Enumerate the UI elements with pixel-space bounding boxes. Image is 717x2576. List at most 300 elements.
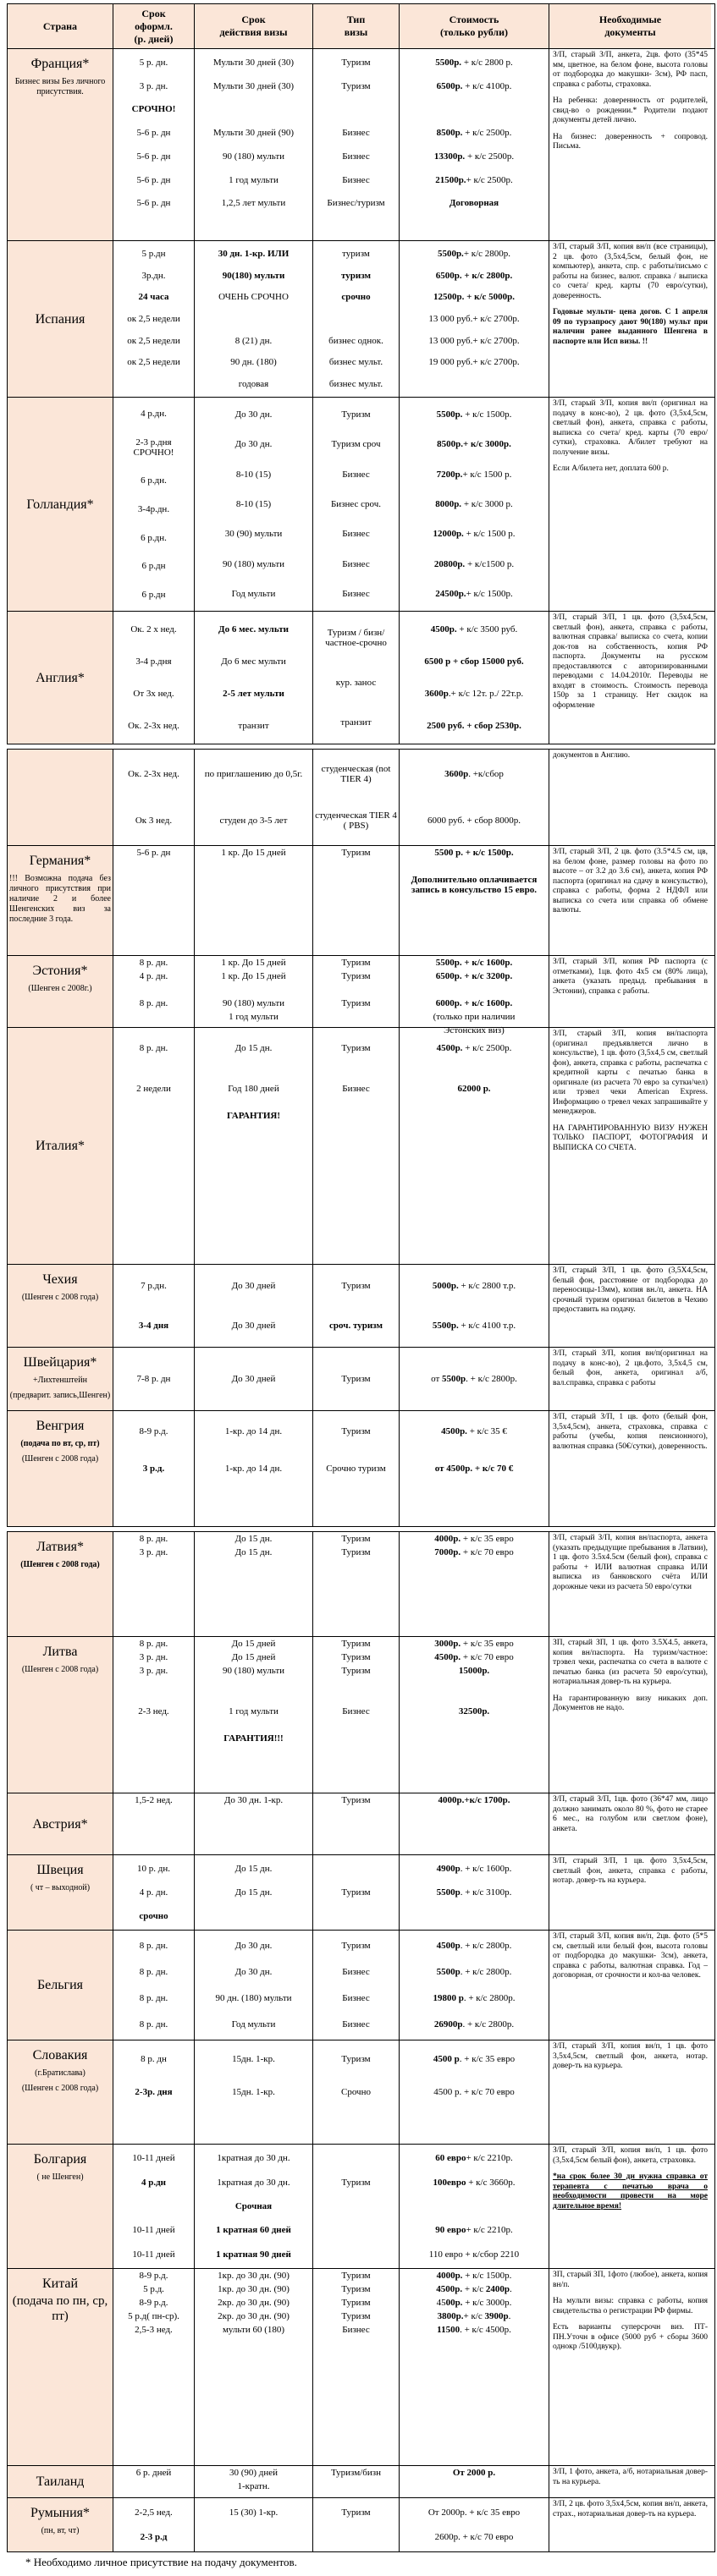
line-bold-text: 3600р (424, 689, 449, 699)
cell-line: 3 р.д. (142, 1464, 165, 1474)
cell-line: 13 000 руб.+ к/с 2700р. (428, 313, 520, 324)
cell-line: 15000р. (458, 1666, 490, 1676)
documents-cell (549, 49, 711, 240)
cell-line: 90 (180) мульти (222, 998, 285, 1008)
line-text: . + к/с 2800р. (460, 1966, 512, 1977)
country-name: Бельгия (36, 1978, 84, 1992)
cell-line: 8 р. дн (141, 2053, 167, 2064)
country-cell (8, 241, 113, 397)
cell-line: Бизнес (342, 1993, 370, 2004)
cell-line: 2-3 р.дня СРОЧНО! (133, 437, 174, 458)
line-bold-text: 3000р. (434, 1639, 461, 1649)
cell-line (401, 1057, 547, 1067)
type-cell (313, 1793, 400, 1854)
cell-line: СРОЧНО! (131, 104, 176, 115)
line-bold-text: 12000р. (433, 529, 464, 540)
table-row (7, 749, 715, 846)
cell-line (115, 1733, 192, 1744)
valid-cell (195, 612, 313, 744)
header-cell-3: Тип визы (313, 4, 400, 48)
line-bold-text: 7200р. (436, 469, 463, 480)
cell-line (401, 2178, 547, 2188)
cell-line: 110 евро + к/сбор 2210 (428, 2249, 520, 2260)
type-cell (313, 1637, 400, 1793)
type-cell (313, 612, 400, 744)
term-cell (113, 1532, 195, 1636)
table-row (7, 1411, 715, 1527)
cell-line: 6500р. + к/с 2800р. (435, 270, 513, 281)
cell-line (401, 1941, 547, 1951)
documents-paragraph: *на срок более 30 дн нужна справка от терапевта с печатью врача о необходимости провести на море длительное время! (553, 2172, 708, 2211)
cell-line: До 30 дн. 1-кр. (223, 1795, 284, 1805)
cell-line: Бизнес сроч. (330, 498, 382, 509)
cell-line (401, 104, 547, 114)
cell-line: 19 000 руб.+ к/с 2700р. (428, 357, 520, 368)
cell-line (315, 1151, 397, 1162)
cell-line: Срочная (234, 2200, 273, 2211)
cell-line: 3-4 дня (138, 1320, 169, 1331)
cell-line: Туризм (341, 1887, 371, 1898)
cell-line (401, 2325, 547, 2335)
cell-line: Туризм (341, 1281, 371, 1292)
cell-line (401, 1652, 547, 1662)
cell-line: 8 р. дн. (139, 1639, 168, 1649)
cell-line: 1кр. до 30 дн. (90) (218, 2284, 290, 2294)
cell-line (401, 1639, 547, 1649)
cell-line: 1-кр. до 14 дн. (224, 1426, 283, 1436)
cell-line: До 30 дней (231, 1281, 276, 1292)
cell-line (196, 1501, 311, 1511)
cell-line (315, 985, 397, 995)
line-bold-text: 5000р. (432, 1281, 459, 1292)
documents-cell (549, 1265, 711, 1347)
documents-paragraph: З/П, старый З/П, копия вн/п, 2цв. фото (5*5 см, светлый или белый фон, высота головы от подбородка до макушки- 3см), анкета, справка с работы, валютная справка. Год – договорная, от срочности и кол-ва человек. (553, 1932, 708, 1980)
cell-line: 5 р. дн. (139, 57, 168, 68)
cell-line: До 15 дней (231, 1652, 276, 1662)
line-bold-text: 5500р. (437, 248, 464, 259)
cell-line: 3 р. дн. (139, 80, 168, 91)
cell-line: До 15 дн. (234, 1864, 273, 1874)
documents-paragraph: Годовые мульти- цена догов. С 1 апреля 09 по турзапросу дают 90(180) мульт при наличии ранее выданного Шенгена в паспорте или Исп визы. !! (553, 308, 708, 346)
line-text: + к/с 70 евро (461, 1652, 514, 1662)
documents-paragraph: НА ГАРАНТИРОВАННУЮ ВИЗУ НУЖЕН ТОЛЬКО ПАСПОРТ, ФОТОГРАФИЯ И ВЫПИСКА СО СЧЕТА. (553, 1123, 708, 1152)
cell-line: 8-10 (15) (235, 498, 272, 509)
price-cell (400, 1411, 549, 1526)
country-cell (8, 1265, 113, 1347)
term-cell (113, 2466, 195, 2497)
country-cell (8, 49, 113, 240)
cell-line: Бизнес (342, 558, 370, 569)
cell-line: 1 год мульти (229, 1706, 279, 1716)
cell-line (401, 379, 547, 389)
cell-line: 1 кр. До 15 дней (221, 848, 286, 858)
cell-line: 8 р. дн. (139, 2019, 168, 2030)
cell-line: Бизнес (342, 529, 370, 540)
cell-line: Бизнес (342, 469, 370, 480)
cell-line (115, 1178, 192, 1189)
term-cell (113, 1265, 195, 1347)
cell-line: Туризм (341, 409, 371, 420)
cell-line: 8 р. дн. (139, 1940, 168, 1951)
country-name: Эстония* (32, 964, 88, 978)
cell-line: Туризм (341, 1795, 371, 1805)
documents-paragraph: З/П, старый З/П, 2 цв. фото (3.5*4.5 см, цв, на белом фоне, размер головы на фото по высоте – от 3.2 до 3.6 см), анкета, копия РФ паспорта (оригинал на сдачу в консульство), справка с работы, форма 2 НДФЛ или выписка со счета или справка об обмене валюты. (553, 848, 708, 915)
cell-line: От 2000 р. (452, 2468, 496, 2478)
country-note: ( чт – выходной) (30, 1883, 91, 1892)
cell-line: 1кр. до 30 дн. (90) (218, 2271, 290, 2281)
table-row (7, 2466, 715, 2498)
term-cell (113, 2498, 195, 2551)
cell-line: 6 р.дн (141, 561, 166, 572)
price-cell (400, 2498, 549, 2551)
term-cell (113, 1855, 195, 1930)
cell-line: ок 2,5 недели (127, 357, 180, 368)
line-text: . + к/с 2800р. (466, 1374, 517, 1384)
documents-cell (549, 2145, 711, 2268)
valid-cell (195, 1793, 313, 1854)
cell-line (115, 222, 192, 232)
country-cell (8, 1411, 113, 1526)
cell-line: транзит (238, 721, 269, 731)
country-name: Китай (41, 2277, 79, 2291)
cell-line: Туризм (341, 1940, 371, 1951)
line-text: + к/с 35 евро (461, 1639, 514, 1649)
cell-line (315, 222, 397, 232)
documents-paragraph: З/П, старый З/П, копия вн/п (все страницы), 2 цв. фото (3,5х4,5см, белый фон, не компьютер), анкета, спр. с работы/письмо с работы на бизнес, валют. справка / выписка со счета/ кред. карты (70 евро/сутки), доверенность. (553, 243, 708, 300)
cell-line (401, 2225, 547, 2235)
cell-line: 5-6 р. дн (136, 174, 171, 185)
type-cell (313, 1265, 400, 1347)
cell-line (401, 249, 547, 259)
cell-line: Мульти 30 дней (30) (212, 80, 295, 91)
cell-line: Год мульти (231, 589, 276, 600)
cell-line: 4 р.дн (141, 2177, 167, 2188)
cell-line: 6000р. + к/с 1600р. (435, 998, 513, 1008)
term-cell (113, 1348, 195, 1410)
table-row (7, 1637, 715, 1793)
cell-line (315, 1138, 397, 1148)
cell-line (115, 985, 192, 995)
line-bold-text: 5500р. (436, 409, 463, 420)
table-row (7, 612, 715, 744)
cell-line: 15дн. 1-кр. (232, 2086, 275, 2097)
term-cell (113, 612, 195, 744)
documents-paragraph: З/П, старый З/П, 1 цв. фото (3,5х4,5см, светлый фон), анкета, справка с работы, валютная справка/ выписка со счета, копии док-тов на собственность, копия РФ паспорта. Документы на русском предоставляются с авторизированными переводами с 14.04.2010г. Переводы не входят в стоимость. Стоимость перевода 150р за 1 страницу. Нет скидок на оформление (553, 613, 708, 710)
line-text: + к/с 1500р. (462, 409, 512, 420)
line-bold-text: 21500р. (435, 174, 466, 185)
line-text: . + к/с 2800р. (463, 1993, 516, 2004)
line-text: + к/с 2800 т.р. (458, 1281, 516, 1292)
valid-cell (195, 2269, 313, 2465)
cell-line: 5-6 р. дн (136, 128, 171, 139)
valid-cell (195, 750, 313, 845)
cell-line (401, 769, 547, 779)
type-cell (313, 1028, 400, 1264)
line-text: 45 (436, 2298, 446, 2308)
valid-cell (195, 1637, 313, 1793)
cell-line: Эстонских виз) (444, 1025, 505, 1035)
cell-line: 5500р. + к/с 1600р. (435, 958, 513, 968)
type-cell (313, 846, 400, 955)
cell-line: 90(180) мульти (222, 270, 285, 281)
cell-line (115, 1097, 192, 1107)
line-text: . (508, 2311, 511, 2321)
cell-line (115, 1693, 192, 1703)
line-bold-text: 4500р. (430, 624, 457, 634)
line-text: + к/с 35 € (466, 1426, 507, 1436)
cell-line (115, 1030, 192, 1040)
line-bold-text: 4500р. (441, 1426, 467, 1436)
country-cell (8, 2269, 113, 2465)
cell-line (401, 529, 547, 539)
cell-line: 3-4р.дн. (137, 503, 170, 514)
valid-cell (195, 398, 313, 611)
cell-line: 32500р. (458, 1706, 490, 1716)
type-cell (313, 956, 400, 1027)
cell-line: ГАРАНТИЯ!!! (223, 1733, 284, 1744)
line-text: + к/с 1500р. (462, 2271, 512, 2281)
line-text: + к/с 3000 р. (461, 498, 513, 509)
cell-line: До 15 дн. (234, 1534, 273, 1544)
term-cell (113, 398, 195, 611)
valid-cell (195, 846, 313, 955)
country-note: (Шенген с 2008 года) (21, 1293, 99, 1302)
country-name: Австрия* (32, 1816, 88, 1832)
line-text: + к/с 2210р. (466, 2225, 513, 2236)
cell-line: 4 р.дн. (141, 408, 167, 419)
line-bold-text: 8000р. (435, 498, 462, 509)
cell-line: Бизнес (342, 128, 370, 139)
price-cell (400, 1793, 549, 1854)
table-row (7, 2145, 715, 2269)
line-text: + к/с 3660р. (466, 2177, 516, 2188)
cell-line (315, 1124, 397, 1134)
cell-line: Срочно туризм (326, 1464, 386, 1474)
cell-line: 1 кратная 90 дней (216, 2249, 291, 2260)
cell-line: срочно (341, 292, 371, 303)
country-note: (подача по пн, ср, пт) (12, 2294, 108, 2323)
cell-line (196, 314, 311, 324)
cell-line: 8-9 р.д. (139, 2271, 168, 2281)
documents-paragraph: З/П, старый З/П, копия РФ паспорта (с отметками), 1цв. фото 4х5 см (80% лица), анкета (указать предыд. пребывания в Эстонии), справка с работы. (553, 958, 708, 996)
cell-line (315, 1178, 397, 1189)
cell-line (115, 1679, 192, 1689)
line-bold-text: 8500р. (436, 128, 463, 139)
line-text: + к/с 2500р. (462, 128, 512, 139)
country-name: Швейцария* (23, 1355, 97, 1370)
cell-line: студенческая (not TIER 4) (321, 764, 391, 785)
header-cell-0: Страна (8, 4, 113, 48)
cell-line: 2-3 нед. (138, 1706, 169, 1716)
cell-line (401, 409, 547, 420)
line-text: . +к/сбор (468, 769, 504, 780)
cell-line: 4 р. дн. (139, 971, 168, 981)
cell-line (401, 1374, 547, 1384)
table-row (7, 241, 715, 398)
cell-line: Туризм (341, 57, 371, 68)
country-cell (8, 750, 113, 845)
country-cell (8, 1855, 113, 1930)
documents-paragraph: Если А/билета нет, доплата 600 р. (553, 464, 669, 473)
line-text: + к/с 1500 р. (463, 529, 516, 540)
cell-line: 2,5-3 нед. (135, 2325, 173, 2335)
line-bold-text: 4500р. (436, 1043, 463, 1053)
cell-line: 10-11 дней (132, 2249, 175, 2260)
country-cell (8, 2498, 113, 2551)
cell-line (196, 1030, 311, 1040)
cell-line: Ок. 2-3х нед. (128, 721, 179, 731)
line-bold-text: 13300р. (433, 151, 466, 162)
line-bold-text: 6500р. (436, 80, 463, 91)
type-cell (313, 1931, 400, 2040)
cell-line (401, 2019, 547, 2029)
cell-line (401, 175, 547, 185)
country-name: Словакия (32, 2048, 88, 2062)
cell-line: Бизнес (342, 1084, 370, 1094)
cell-line: До 6 мес мульти (221, 656, 286, 667)
documents-paragraph: На ребенка: доверенность от родителей, свид-во о рождении.* Родители подают документы детей лично. (553, 96, 708, 124)
price-cell (400, 1265, 549, 1347)
cell-line: 30 дн. 1-кр. ИЛИ (218, 248, 290, 259)
line-text: .+ к/с 12т. р./ 22т.р. (448, 689, 524, 699)
cell-line: 3-4 р.дня (135, 656, 172, 667)
country-note: (Шенген с 2008 года) (21, 1454, 99, 1464)
cell-line (196, 1057, 311, 1067)
cell-line: Туризм (341, 2271, 371, 2281)
valid-cell (195, 1411, 313, 1526)
term-cell (113, 49, 195, 240)
line-text: + к/с 2800р. (463, 248, 511, 259)
cell-line: ОЧЕНЬ СРОЧНО (218, 292, 289, 303)
type-cell (313, 1532, 400, 1636)
line-bold-text: 11500 (437, 2325, 461, 2335)
cell-line (401, 689, 547, 699)
line-bold-text: 24500р. (435, 589, 466, 600)
line-text: . + к/с 4500р. (460, 2325, 511, 2335)
cell-line: 4 р. дн. (139, 1887, 168, 1898)
valid-cell (195, 1855, 313, 1930)
line-text: + к/с1500 р. (465, 558, 515, 569)
country-name: Франция* (30, 57, 90, 71)
documents-cell (549, 1348, 711, 1410)
table-header (7, 3, 715, 49)
documents-cell (549, 2040, 711, 2144)
cell-line: 8 р. дн. (139, 1534, 168, 1544)
cell-line: 1кратная до 30 дн. (217, 2177, 290, 2188)
cell-line: 1 кратная 60 дней (216, 2225, 291, 2236)
term-cell (113, 241, 195, 397)
type-cell (313, 1348, 400, 1410)
cell-line (196, 1178, 311, 1189)
documents-cell (549, 2498, 711, 2551)
cell-line (401, 1151, 547, 1162)
cell-line: Год 180 дней (228, 1084, 279, 1094)
cell-line: Туризм (341, 2507, 371, 2518)
cell-line: До 30 дн. (234, 409, 273, 420)
cell-line: До 6 мес. мульти (218, 624, 289, 634)
cell-line (401, 2201, 547, 2211)
line-text: + к/с 2500р. (465, 151, 515, 162)
cell-line: 1-кратн. (237, 2481, 270, 2491)
cell-line (315, 1111, 397, 1121)
cell-line: 6 р.дн. (141, 532, 167, 543)
country-name: Болгария (33, 2152, 87, 2167)
country-name: Таиланд (36, 2474, 85, 2489)
cell-line: Срочно (341, 2086, 371, 2097)
cell-line (196, 1693, 311, 1703)
line-text: + к/с 3000р. (462, 2298, 512, 2308)
cell-line: 30 (90) дней (229, 2468, 279, 2478)
cell-line: До 30 дн. (234, 439, 273, 450)
type-cell (313, 1855, 400, 1930)
cell-line: 1 год мульти (229, 1012, 279, 1022)
cell-line: 10-11 дней (132, 2225, 175, 2236)
term-cell (113, 1793, 195, 1854)
price-cell (400, 1532, 549, 1636)
cell-line: Бизнес (342, 151, 370, 162)
cell-line (401, 1321, 547, 1331)
cell-line: 5-6 р. дн (136, 848, 171, 858)
documents-paragraph: З/П, старый З/П, 1 цв. фото (3,5Х4,5см, белый фон, расстояние от подбородка до переносицы-13мм), копия вн./п, анкета. НА срочный туризм оригинал билетов в Чехию предоставить на подачу. (553, 1266, 708, 1314)
cell-line: 8 р. дн. (139, 1966, 168, 1977)
country-name: Швеция (36, 1863, 84, 1877)
cell-line: 8 р. дн. (139, 998, 168, 1008)
price-cell (400, 2040, 549, 2144)
cell-line (401, 1864, 547, 1874)
header-cell-1: Срок оформл. (р. дней) (113, 4, 195, 48)
cell-line: Год мульти (231, 2019, 276, 2030)
country-name: Германия* (29, 854, 91, 868)
type-cell (313, 2498, 400, 2551)
price-cell (400, 2145, 549, 2268)
line-text: . + к/с 1600р. (460, 1864, 512, 1874)
cell-line: 4000р.+к/с 1700р. (438, 1795, 510, 1805)
cell-line: Мульти 30 дней (30) (212, 57, 295, 68)
cell-line: 8-9 р.д. (139, 2298, 168, 2308)
line-text: + к/с 2210р. (466, 2153, 513, 2164)
line-text: + к/с 1500р. (466, 589, 513, 600)
cell-line (315, 2225, 397, 2235)
cell-line (401, 2054, 547, 2064)
type-cell (313, 2466, 400, 2497)
cell-line: 5500 р. + к/с 1500р. (434, 848, 514, 858)
cell-line (401, 1547, 547, 1557)
cell-line: 3 р. дн. (139, 1652, 168, 1662)
documents-paragraph: На гарантированную визу никаких доп. Документов не надо. (553, 1694, 708, 1712)
valid-cell (195, 1348, 313, 1410)
type-cell (313, 2145, 400, 2268)
cell-line: (только при наличии (433, 1012, 516, 1022)
cell-line: Туризм (341, 1043, 371, 1053)
documents-paragraph: З/П, 1 фото, анкета, а/б, нотариальная довер-ть на курьера. (553, 2468, 708, 2486)
country-name: Испания (35, 311, 85, 327)
cell-line: годовая (238, 379, 269, 390)
cell-line (196, 1097, 311, 1107)
documents-paragraph: З/П, старый З/П, анкета, 2цв. фото (35*45 мм, цветное, на белом фоне, высота головы от подбородка до макушки- 3см), РФ пасп, справка с работы, страховка. (553, 51, 708, 89)
line-text: + к/с 1500 р. (462, 469, 512, 480)
term-cell (113, 846, 195, 955)
valid-cell (195, 1028, 313, 1264)
term-cell (113, 1411, 195, 1526)
cell-line: 1,2,5 лет мульти (221, 198, 286, 209)
documents-paragraph: З/П, старый З/П, копия вн/п (оригинал на подачу в конс-во), 2 цв. фото (3,5х4,5см, светлый фон), анкета, справка с работы, выписка со счета/ кред. карты (70 евро/сутки), страховка. А/билет требуют на получение визы. (553, 399, 708, 457)
visa-price-table (7, 3, 715, 2552)
country-cell (8, 1028, 113, 1264)
documents-paragraph: З/П, старый З/П, копия вн/п(оригинал на подачу в конс-во), 2 цв.фото, 3,5х4,5 см, белый фон, анкета, оригинал а/б, вал.справка, справка с работы (553, 1349, 708, 1387)
cell-line (401, 58, 547, 68)
cell-line (115, 1070, 192, 1080)
cell-line (401, 1178, 547, 1189)
